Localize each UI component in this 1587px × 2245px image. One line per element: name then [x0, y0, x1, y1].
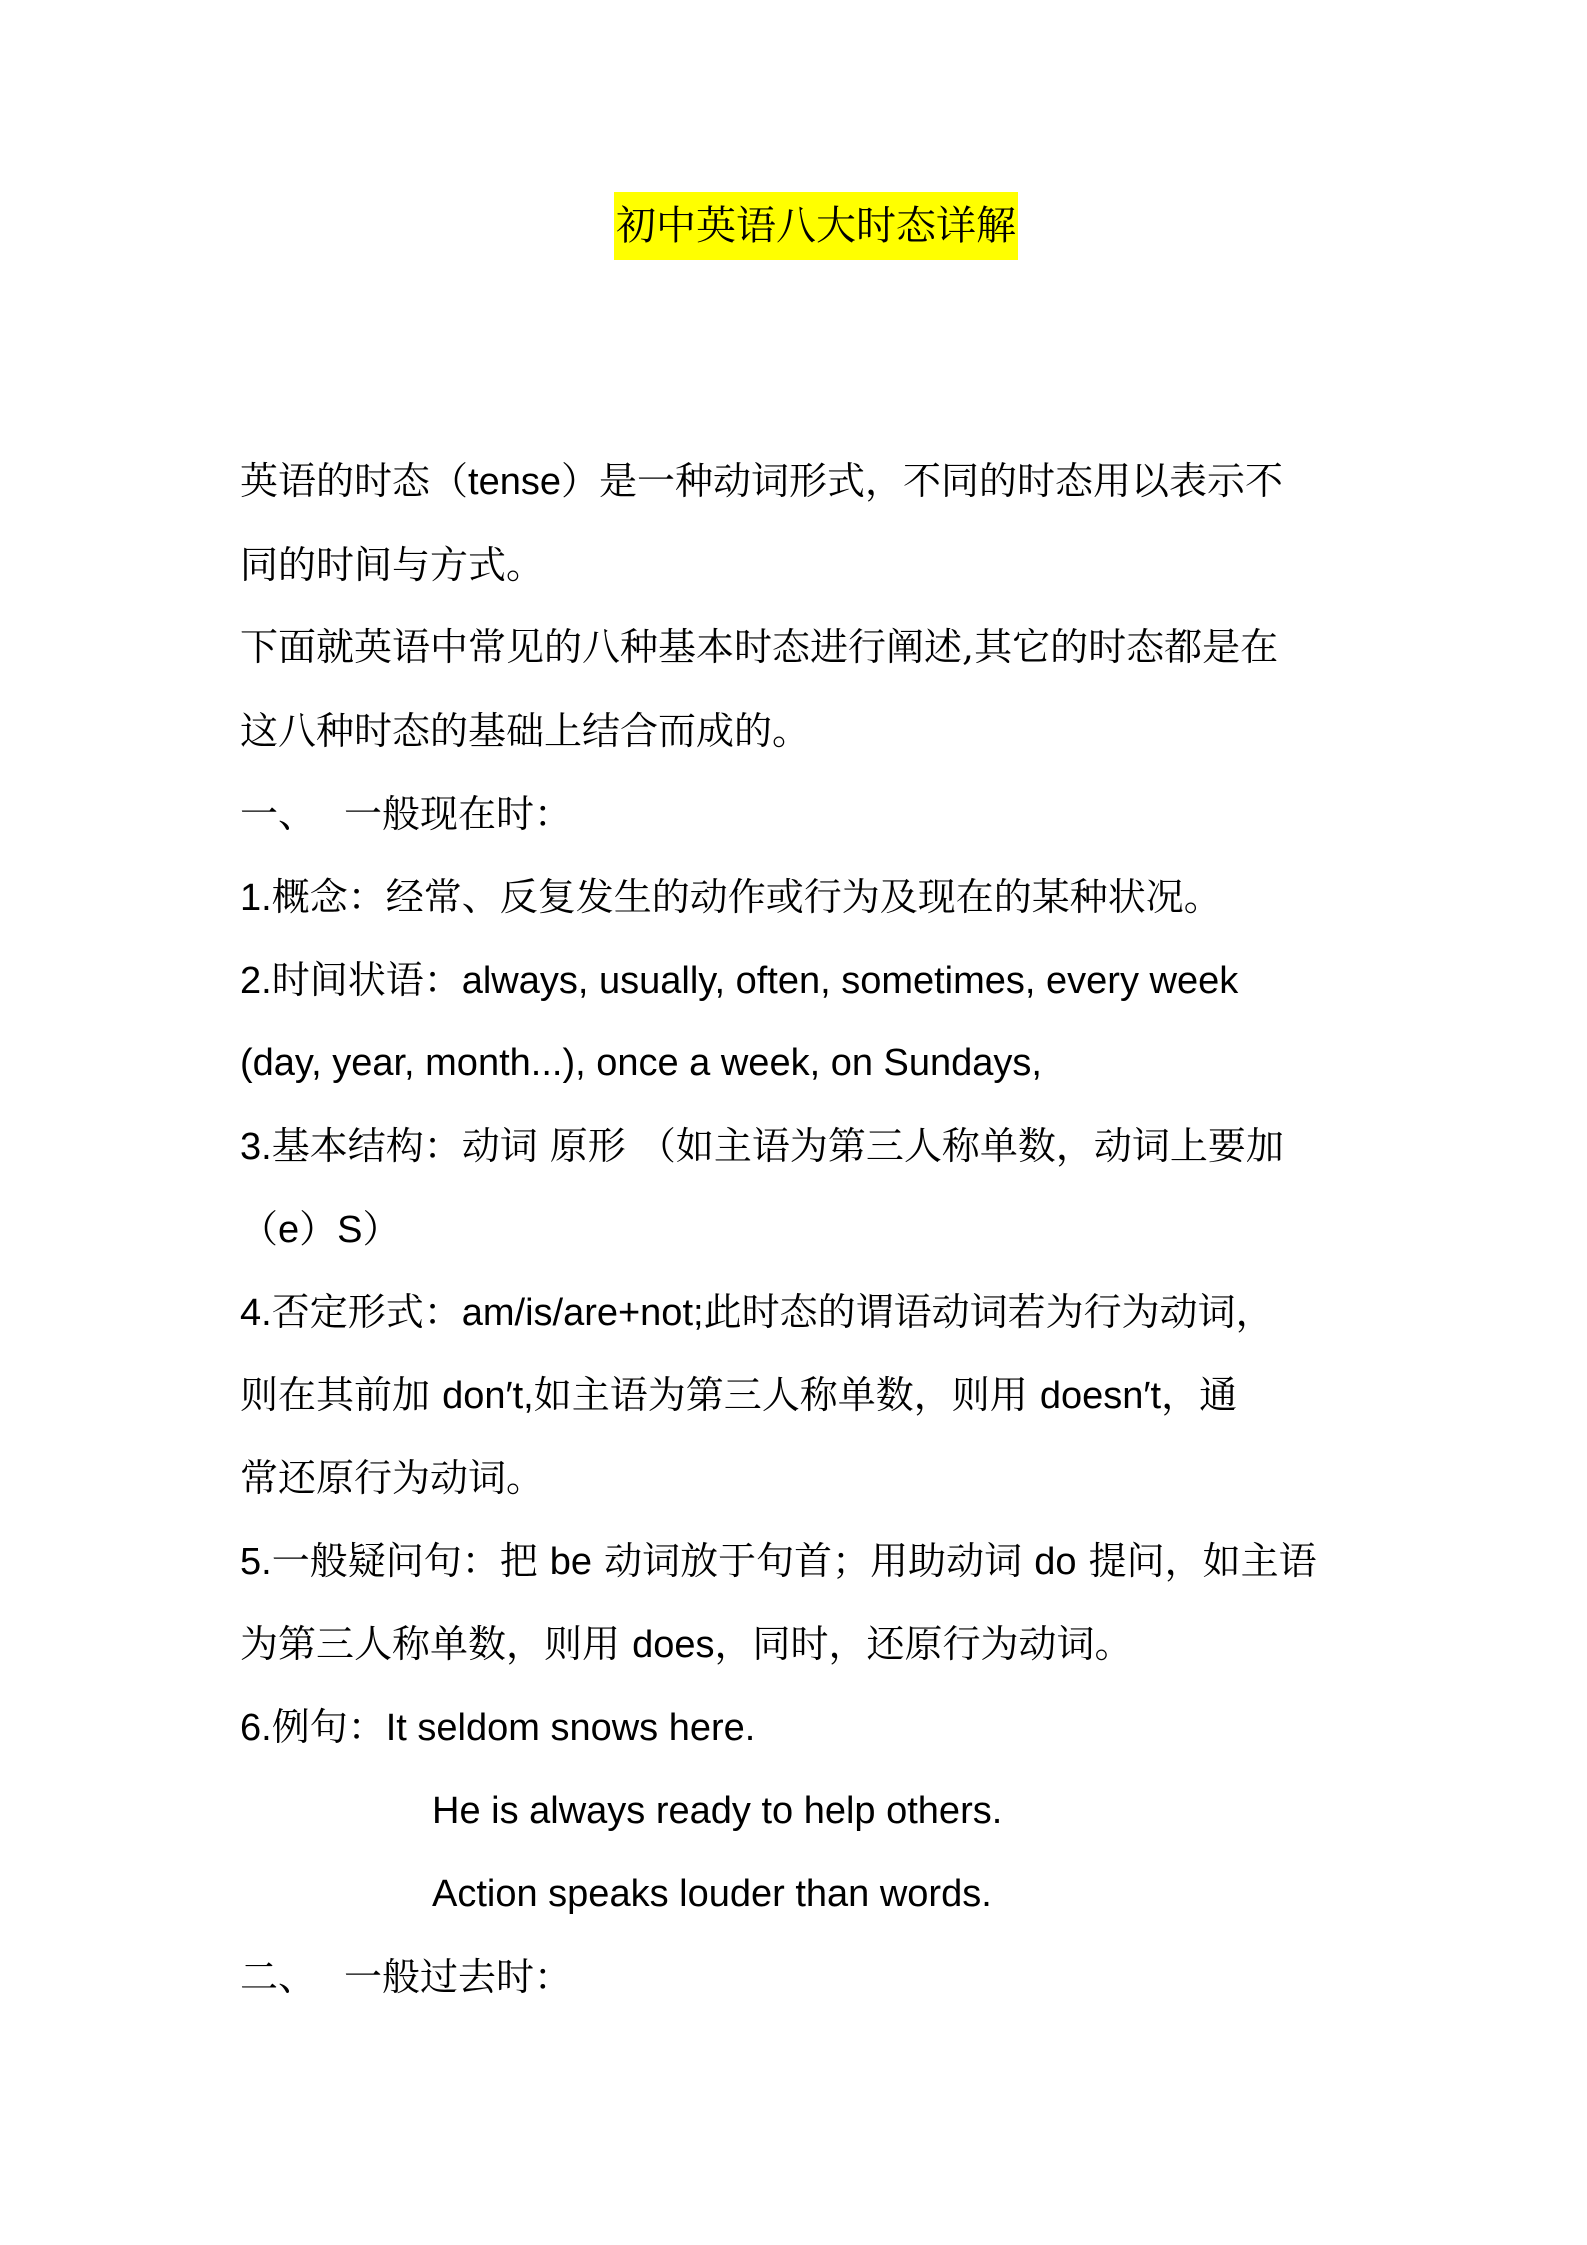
suffix-letter: S [337, 1209, 363, 1251]
item-number: 4. [240, 1292, 272, 1334]
item-text: 概念：经常、反复发生的动作或行为及现在的某种状况。 [271, 875, 1222, 919]
item-negative-line-3: 常还原行为动词。 [240, 1456, 545, 1500]
item-concept [240, 872, 1222, 923]
item-text: 则在其前加 [240, 1373, 443, 1417]
item-text: always, usually, often, sometimes, every week [461, 960, 1239, 1002]
item-text: 基本结构：动词 原形 （如主语为第三人称单数，动词上要加 [271, 1124, 1284, 1168]
example-sentence: It seldom snows here. [385, 1707, 756, 1749]
intro-paragraph-2-line-2: 这八种时态的基础上结合而成的。 [240, 709, 811, 753]
item-question-line-2 [240, 1619, 1133, 1670]
item-text: 动词放于句首；用助动词 [592, 1539, 1035, 1583]
intro-text: ）是一种动词形式，不同的时态用以表示不 [560, 459, 1283, 503]
item-time-adverbials-line-2: (day, year, month...), once a week, on Sundays, [240, 1042, 1042, 1084]
item-structure-line-2 [240, 1204, 401, 1255]
item-number: 3. [240, 1126, 272, 1168]
example-sentence: He is always ready to help others. [432, 1790, 1003, 1832]
section-title: 一般现在时： [344, 792, 573, 836]
item-en: don′t, [442, 1375, 534, 1417]
suffix-letter: e [278, 1209, 300, 1251]
item-number: 6. [240, 1707, 272, 1749]
intro-text: 英语的时态（ [240, 459, 469, 503]
item-number: 1. [240, 877, 272, 919]
page-title: 初中英语八大时态详解 [614, 192, 1018, 260]
item-en: doesn′t [1039, 1375, 1162, 1417]
paren: ） [299, 1207, 338, 1251]
item-text: ，同时，还原行为动词。 [714, 1622, 1133, 1666]
paren: ） [362, 1207, 401, 1251]
item-label: 例句： [271, 1705, 386, 1749]
intro-paragraph-line-1 [240, 456, 1283, 507]
section-heading-1 [240, 789, 572, 839]
intro-term: tense [468, 461, 561, 503]
item-question [240, 1536, 1317, 1587]
item-label: 时间状语： [271, 958, 462, 1002]
item-text: 为第三人称单数，则用 [240, 1622, 633, 1666]
item-structure [240, 1121, 1284, 1172]
item-negative [240, 1287, 1274, 1338]
item-en: am/is/are+not; [461, 1292, 704, 1334]
item-text: ，通 [1161, 1373, 1238, 1417]
section-number: 二、 [240, 1955, 317, 1999]
paren: （ [240, 1207, 279, 1251]
item-examples [240, 1702, 755, 1753]
item-text: 一般疑问句：把 [271, 1539, 550, 1583]
intro-paragraph-line-2: 同的时间与方式。 [240, 543, 545, 587]
example-sentence: Action speaks louder than words. [432, 1873, 992, 1915]
item-text: 此时态的谓语动词若为行为动词， [703, 1290, 1274, 1334]
section-title: 一般过去时： [344, 1955, 573, 1999]
item-label: 否定形式： [271, 1290, 462, 1334]
item-en: be [549, 1541, 593, 1583]
section-number: 一、 [240, 792, 317, 836]
item-text: 如主语为第三人称单数，则用 [533, 1373, 1040, 1417]
item-en: do [1034, 1541, 1077, 1583]
section-heading-2 [240, 1952, 572, 2002]
item-negative-line-2 [240, 1370, 1237, 1421]
intro-paragraph-2-line-1: 下面就英语中常见的八种基本时态进行阐述,其它的时态都是在 [240, 625, 1279, 669]
item-number: 5. [240, 1541, 272, 1583]
item-text: 提问，如主语 [1076, 1539, 1317, 1583]
item-en: does [632, 1624, 715, 1666]
item-time-adverbials [240, 955, 1238, 1006]
item-number: 2. [240, 960, 272, 1002]
